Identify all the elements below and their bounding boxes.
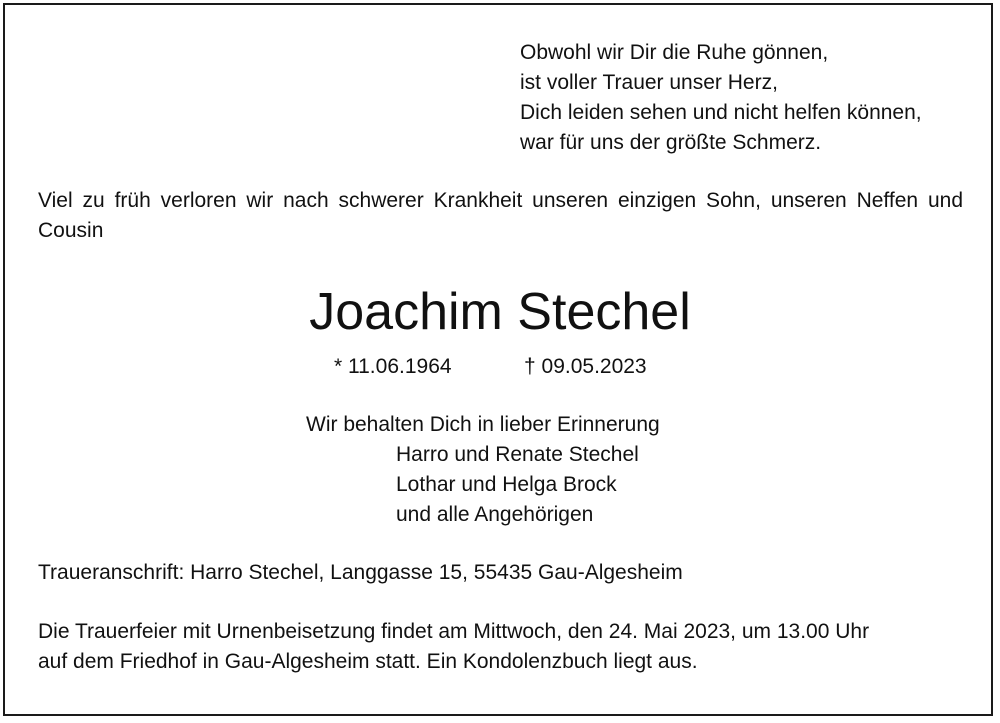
poem-line: Obwohl wir Dir die Ruhe gönnen, <box>520 41 829 64</box>
mourning-address: Traueranschrift: Harro Stechel, Langgasse 15, 55435 Gau-Algesheim <box>38 561 683 584</box>
death-date: † 09.05.2023 <box>524 355 647 378</box>
poem <box>520 38 922 158</box>
deceased-name: Joachim Stechel <box>309 283 691 341</box>
ceremony-line: Die Trauerfeier mit Urnenbeisetzung findet am Mittwoch, den 24. Mai 2023, um 13.00 Uhr <box>38 620 870 643</box>
intro-text: Viel zu früh verloren wir nach schwerer Krankheit unseren einzigen Sohn, unseren Neffen und Cousin <box>38 189 963 242</box>
poem-line: Dich leiden sehen und nicht helfen können, <box>520 101 922 124</box>
mourner-entry: und alle Angehörigen <box>396 503 594 526</box>
poem-line: ist voller Trauer unser Herz, <box>520 71 778 94</box>
birth-date: * 11.06.1964 <box>334 355 452 378</box>
mourner-entry: Harro und Renate Stechel <box>396 443 639 466</box>
ceremony-info <box>38 617 869 677</box>
remembrance-text: Wir behalten Dich in lieber Erinnerung <box>306 413 660 436</box>
mourners-list <box>396 440 639 530</box>
mourner-entry: Lothar und Helga Brock <box>396 473 617 496</box>
poem-line: war für uns der größte Schmerz. <box>520 131 822 154</box>
ceremony-line: auf dem Friedhof in Gau-Algesheim statt. Ein Kondolenzbuch liegt aus. <box>38 650 698 673</box>
